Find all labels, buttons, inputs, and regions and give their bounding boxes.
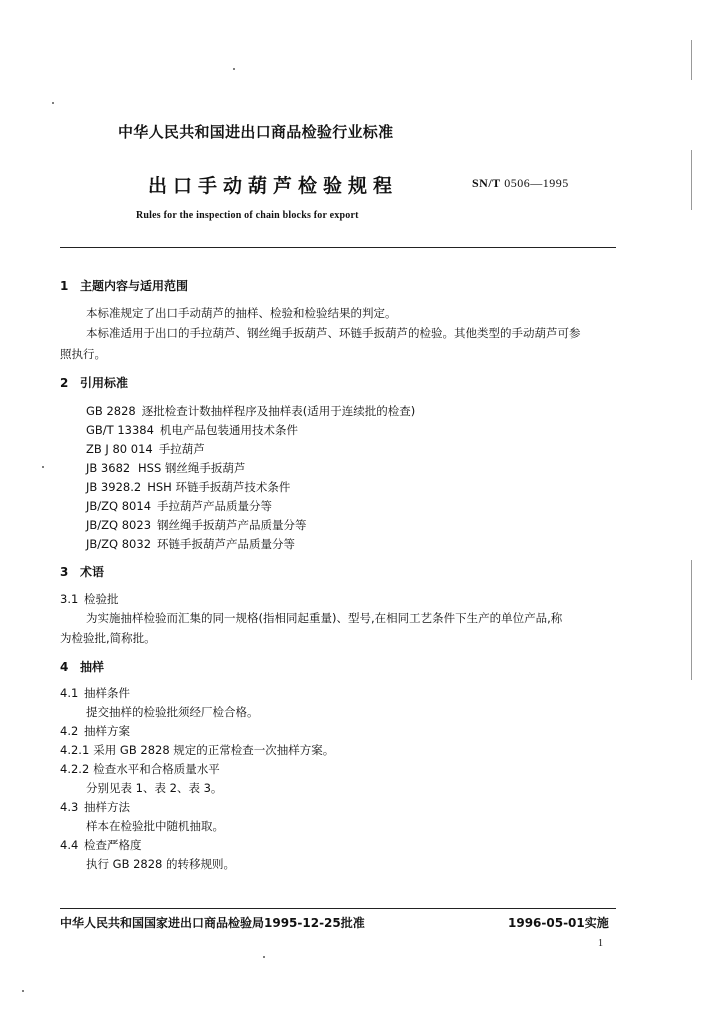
scan-edge-mark [691,560,692,680]
scan-speck [42,466,44,468]
reference-title: 钢丝绳手扳葫芦产品质量分等 [157,518,307,532]
reference-code: JB 3928.2 [86,480,142,494]
scan-speck [52,102,54,104]
standard-number [472,176,569,191]
reference-title: 手拉葫芦 [158,442,205,456]
clause-text: 采用 GB 2828 规定的正常检查一次抽样方案。 [93,743,335,757]
reference-title: HSH 环链手扳葫芦技术条件 [147,480,291,494]
clause-number: 4.2 [60,724,79,738]
section-3-heading [60,563,104,580]
section-1-paragraph-2-line-1: 本标准适用于出口的手拉葫芦、钢丝绳手扳葫芦、环链手扳葫芦的检验。其他类型的手动葫芦可参 [86,326,581,340]
reference-code: JB/ZQ 8032 [86,537,152,551]
page-number: 1 [598,938,603,949]
clause-title: 抽样条件 [84,686,130,700]
reference-code: JB 3682 [86,461,131,475]
section-number: 3 [60,565,69,579]
reference-item [86,460,245,476]
reference-title: HSS 钢丝绳手扳葫芦 [138,461,246,475]
section-number: 4 [60,660,69,674]
clause-number: 4.2.2 [60,762,90,776]
reference-item [86,536,295,552]
section-1-paragraph-2-line-2: 照执行。 [60,347,106,361]
reference-title: 机电产品包装通用技术条件 [159,423,298,437]
reference-item [86,498,272,514]
clause-title: 检查严格度 [84,838,142,852]
scan-edge-mark [691,150,692,210]
english-title: Rules for the inspection of chain blocks for export [136,210,359,221]
reference-item [86,479,290,495]
section-title: 主题内容与适用范围 [80,279,189,293]
clause-3-1-heading [60,591,119,607]
standard-number-value: 0506—1995 [504,176,569,190]
reference-code: JB/ZQ 8014 [86,499,152,513]
reference-item [86,441,205,457]
clause-3-1-line-2: 为检验批,简称批。 [60,631,156,645]
standard-number-prefix: SN/T [472,176,501,190]
implementation-date: 1996-05-01实施 [508,916,609,930]
clause-number: 4.1 [60,686,79,700]
reference-item [86,517,307,533]
clause-title: 抽样方案 [84,724,130,738]
clause-title: 检验批 [84,592,119,606]
clause-4-2-heading [60,723,130,739]
header-divider [60,247,616,248]
reference-code: GB 2828 [86,404,136,418]
clause-number: 4.2.1 [60,743,90,757]
scan-edge-mark [691,40,692,80]
reference-title: 手拉葫芦产品质量分等 [157,499,273,513]
reference-title: 逐批检查计数抽样程序及抽样表(适用于连续批的检查) [141,404,416,418]
clause-4-2-2-text: 分别见表 1、表 2、表 3。 [86,781,223,795]
section-title: 术语 [80,565,105,579]
clause-title: 抽样方法 [84,800,130,814]
clause-4-1-text: 提交抽样的检验批须经厂检合格。 [86,705,259,719]
section-2-heading [60,374,128,391]
issuing-organization: 中华人民共和国进出口商品检验行业标准 [118,123,394,141]
clause-4-2-2-heading [60,761,220,777]
clause-4-2-1 [60,742,334,758]
clause-4-4-heading [60,837,142,853]
reference-item [86,403,415,419]
section-title: 抽样 [80,660,105,674]
reference-code: JB/ZQ 8023 [86,518,152,532]
reference-title: 环链手扳葫芦产品质量分等 [157,537,296,551]
scan-speck [263,956,265,958]
section-1-paragraph-1: 本标准规定了出口手动葫芦的抽样、检验和检验结果的判定。 [86,306,397,320]
reference-code: ZB J 80 014 [86,442,153,456]
clause-number: 3.1 [60,592,79,606]
section-number: 1 [60,279,69,293]
clause-number: 4.4 [60,838,79,852]
scan-speck [22,990,24,992]
section-1-heading [60,277,188,294]
approval-statement: 中华人民共和国国家进出口商品检验局1995-12-25批准 [60,916,365,930]
reference-code: GB/T 13384 [86,423,154,437]
clause-4-4-text: 执行 GB 2828 的转移规则。 [86,857,236,871]
clause-title: 检查水平和合格质量水平 [93,762,220,776]
document-title: 出口手动葫芦检验规程 [148,175,399,197]
clause-number: 4.3 [60,800,79,814]
section-number: 2 [60,376,69,390]
clause-4-1-heading [60,685,130,701]
section-4-heading [60,658,104,675]
clause-4-3-text: 样本在检验批中随机抽取。 [86,819,224,833]
clause-3-1-line-1: 为实施抽样检验而汇集的同一规格(指相同起重量)、型号,在相同工艺条件下生产的单位产品,称 [86,611,563,625]
clause-4-3-heading [60,799,130,815]
section-title: 引用标准 [80,376,129,390]
reference-item [86,422,298,438]
footer-divider [60,908,616,909]
scan-speck [233,68,235,70]
